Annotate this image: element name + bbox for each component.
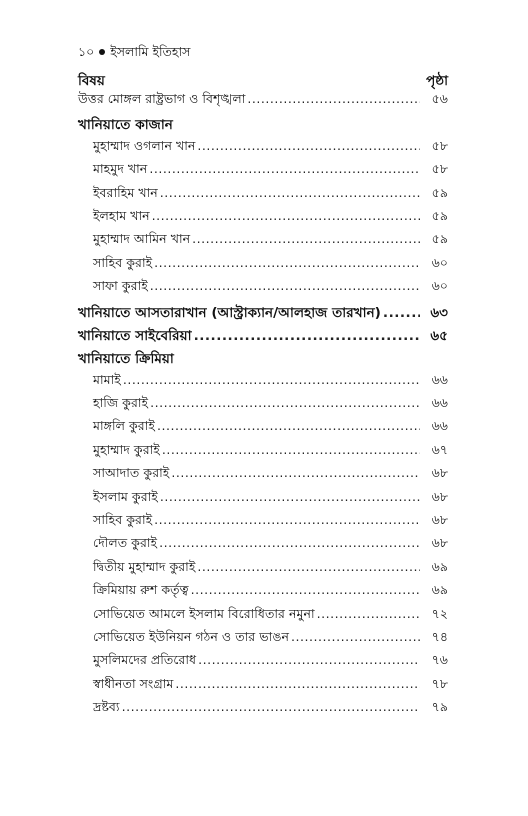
toc-entry xyxy=(78,676,448,699)
toc-entry-page: ৬৩ xyxy=(430,304,448,321)
toc-column-headers xyxy=(78,70,448,93)
toc-entry xyxy=(78,325,448,348)
toc-entry-label: স্বাধীনতা সংগ্রাম xyxy=(93,675,174,691)
toc-entry xyxy=(78,302,448,325)
toc-entry-label: মুসলিমদের প্রতিরোধ xyxy=(93,652,197,668)
toc-entry-label: খানিয়াতে ক্রিমিয়া xyxy=(78,351,174,368)
toc-entry-page: ৬০ xyxy=(431,254,448,270)
toc-entry xyxy=(78,418,448,441)
toc-entry-label: খানিয়াতে আসতারাখান (আস্ট্রাক্যান/আলহাজ তারখান) xyxy=(78,304,381,321)
running-header xyxy=(78,44,190,64)
dot-leader xyxy=(247,91,420,106)
dot-leader xyxy=(383,305,420,321)
toc-entry-page: ৬৮ xyxy=(431,465,448,481)
dot-leader xyxy=(149,161,420,176)
toc-entry xyxy=(78,372,448,395)
toc-entry xyxy=(78,185,448,208)
toc-entry-page: ৬৬ xyxy=(431,371,448,387)
toc-entry-page: ৫৯ xyxy=(431,231,448,247)
toc-entry-page: ৭২ xyxy=(431,605,448,621)
dot-leader xyxy=(194,328,420,344)
toc-entry xyxy=(78,535,448,558)
bullet-dot-icon xyxy=(99,49,105,55)
dot-leader xyxy=(150,395,420,410)
toc-entry xyxy=(78,489,448,512)
toc-entry-page: ৬৫ xyxy=(430,327,448,344)
toc-entry xyxy=(78,231,448,254)
toc-entry-page: ৭৯ xyxy=(431,699,448,715)
toc-entry-label: মুহাম্মাদ আমিন খান xyxy=(93,231,191,247)
dot-leader xyxy=(317,606,420,621)
toc-entry-page: ৫৯ xyxy=(431,184,448,200)
toc-entry-label: দ্রষ্টব্য xyxy=(93,699,120,715)
toc-entry-page: ৬৮ xyxy=(431,535,448,551)
toc-entry xyxy=(78,91,448,114)
toc-entry-label: মাহমুদ খান xyxy=(93,161,148,177)
page-number: ১০ xyxy=(78,44,95,59)
dot-leader xyxy=(171,465,420,480)
toc-entry-label: খানিয়াতে কাজান xyxy=(78,117,173,134)
dot-leader xyxy=(197,138,420,153)
toc-entry-page: ৬৬ xyxy=(431,395,448,411)
dot-leader xyxy=(154,255,420,270)
book-title: ইসলামি ইতিহাস xyxy=(110,44,191,59)
toc-entry xyxy=(78,465,448,488)
toc-entry-page: ৫৮ xyxy=(431,161,448,177)
toc-entry xyxy=(78,278,448,301)
toc-entry-page: ৫৮ xyxy=(431,137,448,153)
dot-leader xyxy=(191,582,420,597)
toc-entry-page: ৬৯ xyxy=(431,582,448,598)
dot-leader xyxy=(123,372,420,387)
toc-entry xyxy=(78,348,448,371)
toc-entry xyxy=(78,208,448,231)
toc-entry-label: সাফা কুরাই xyxy=(93,278,148,294)
toc-entry xyxy=(78,559,448,582)
dot-leader xyxy=(159,535,420,550)
toc-list xyxy=(78,91,448,723)
toc-entry xyxy=(78,442,448,465)
toc-entry-label: সাহিব কুরাই xyxy=(93,254,153,270)
page-column-header: পৃষ্ঠা xyxy=(426,73,448,89)
toc-entry xyxy=(78,138,448,161)
toc-entry xyxy=(78,395,448,418)
toc-entry xyxy=(78,699,448,722)
toc-entry-page: ৫৬ xyxy=(431,91,448,106)
toc-entry xyxy=(78,582,448,605)
toc-entry-label: হাজি কুরাই xyxy=(93,395,149,411)
toc-entry-label: সোভিয়েত ইউনিয়ন গঠন ও তার ভাঙন xyxy=(93,628,290,644)
toc-entry-label: ইলহাম খান xyxy=(93,207,150,223)
toc-entry xyxy=(78,114,448,137)
dot-leader xyxy=(192,231,420,246)
toc-entry-page: ৬৮ xyxy=(431,512,448,528)
toc-entry xyxy=(78,512,448,535)
toc-entry-label: দ্বিতীয় মুহাম্মাদ কুরাই xyxy=(93,558,196,574)
dot-leader xyxy=(152,208,420,223)
toc-entry-label: ইবরাহিম খান xyxy=(93,184,158,200)
toc-entry xyxy=(78,161,448,184)
toc-entry-label: উত্তর মোঙ্গল রাষ্ট্রভাগ ও বিশৃঙ্খলা xyxy=(78,91,246,106)
toc-entry-page: ৬৯ xyxy=(431,558,448,574)
toc-entry-label: মুহাম্মাদ ওগলান খান xyxy=(93,137,196,153)
toc-entry xyxy=(78,255,448,278)
dot-leader xyxy=(160,489,420,504)
dot-leader xyxy=(197,559,420,574)
toc-entry-label: মাঙ্গলি কুরাই xyxy=(93,418,155,434)
toc-entry xyxy=(78,629,448,652)
toc-entry-label: ইসলাম কুরাই xyxy=(93,488,158,504)
toc-entry xyxy=(78,606,448,629)
dot-leader xyxy=(122,699,420,714)
toc-entry-label: সাহিব কুরাই xyxy=(93,512,153,528)
dot-leader xyxy=(150,278,420,293)
toc-entry-page: ৭৮ xyxy=(431,675,448,691)
toc-entry-label: ক্রিমিয়ায় রুশ কর্তৃত্ব xyxy=(93,582,189,598)
toc-entry-page: ৭৪ xyxy=(431,628,448,644)
dot-leader xyxy=(162,442,420,457)
subject-column-header: বিষয় xyxy=(78,73,105,89)
dot-leader xyxy=(175,676,420,691)
toc-entry-label: খানিয়াতে সাইবেরিয়া xyxy=(78,327,192,344)
dot-leader xyxy=(157,418,420,433)
dot-leader xyxy=(154,512,420,527)
toc-entry-label: মামাই xyxy=(93,371,121,387)
dot-leader xyxy=(160,185,420,200)
dot-leader xyxy=(198,652,420,667)
toc-entry-label: সাআদাত কুরাই xyxy=(93,465,170,481)
toc-entry-page: ৬৬ xyxy=(431,418,448,434)
toc-entry-page: ৬৮ xyxy=(431,488,448,504)
dot-leader xyxy=(291,629,420,644)
toc-entry-label: সোভিয়েত আমলে ইসলাম বিরোধিতার নমুনা xyxy=(93,605,315,621)
toc-entry-page: ৬০ xyxy=(431,278,448,294)
toc-entry xyxy=(78,652,448,675)
toc-entry-page: ৭৬ xyxy=(431,652,448,668)
toc-entry-page: ৬৭ xyxy=(431,441,448,457)
toc-entry-label: মুহাম্মাদ কুরাই xyxy=(93,441,160,457)
toc-entry-page: ৫৯ xyxy=(431,207,448,223)
toc-entry-label: দৌলত কুরাই xyxy=(93,535,158,551)
